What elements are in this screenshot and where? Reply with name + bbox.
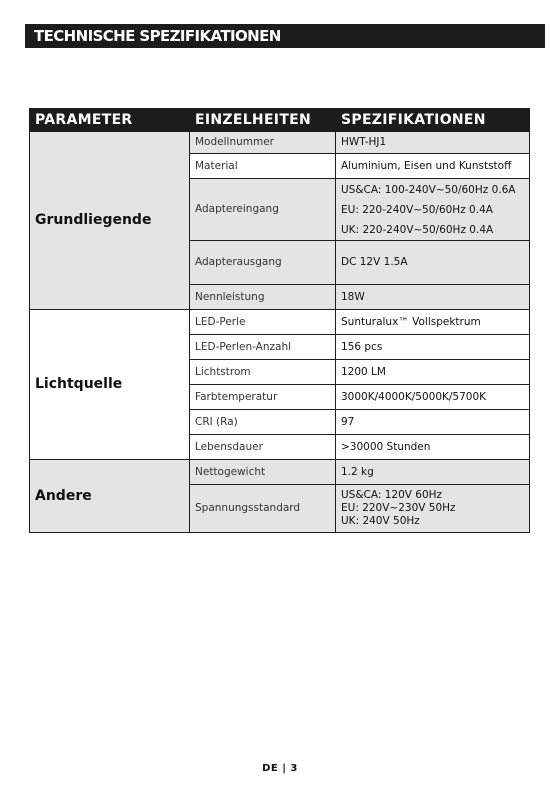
spec-table	[29, 108, 530, 533]
spec-cell: DC 12V 1.5A	[336, 241, 530, 285]
table-row	[30, 310, 530, 335]
footer-lang: DE	[262, 763, 279, 774]
spec-cell: 1200 LM	[336, 360, 530, 385]
table-header-row	[30, 109, 530, 132]
spec-cell: Sunturalux™ Vollspektrum	[336, 310, 530, 335]
group-basic: Grundliegende	[30, 132, 190, 310]
spec-line: US&CA: 100-240V~50/60Hz 0.6A	[341, 183, 516, 196]
spec-line: EU: 220-240V~50/60Hz 0.4A	[341, 203, 493, 216]
group-other: Andere	[30, 460, 190, 533]
spec-line: US&CA: 120V 60Hz	[341, 489, 443, 501]
detail-cell: Lebensdauer	[190, 435, 336, 460]
spec-cell: 156 pcs	[336, 335, 530, 360]
spec-cell	[336, 179, 530, 241]
detail-cell: Lichtstrom	[190, 360, 336, 385]
detail-cell: Nettogewicht	[190, 460, 336, 485]
detail-cell: Farbtemperatur	[190, 385, 336, 410]
detail-cell: LED-Perlen-Anzahl	[190, 335, 336, 360]
spec-cell	[336, 485, 530, 533]
group-light: Lichtquelle	[30, 310, 190, 460]
spec-cell: 3000K/4000K/5000K/5700K	[336, 385, 530, 410]
detail-cell: CRI (Ra)	[190, 410, 336, 435]
table-row	[30, 132, 530, 154]
detail-cell: Nennleistung	[190, 285, 336, 310]
spec-cell: HWT-HJ1	[336, 132, 530, 154]
spec-cell: >30000 Stunden	[336, 435, 530, 460]
detail-cell: Adaptereingang	[190, 179, 336, 241]
detail-cell: LED-Perle	[190, 310, 336, 335]
detail-cell: Spannungsstandard	[190, 485, 336, 533]
detail-cell: Modellnummer	[190, 132, 336, 154]
page-number	[0, 763, 560, 774]
detail-cell: Material	[190, 154, 336, 179]
spec-line: UK: 240V 50Hz	[341, 515, 420, 527]
page-title: TECHNISCHE SPEZIFIKATIONEN	[25, 24, 545, 48]
header-details: EINZELHEITEN	[190, 109, 336, 132]
spec-line: UK: 220-240V~50/60Hz 0.4A	[341, 223, 494, 236]
spec-cell: 97	[336, 410, 530, 435]
spec-cell: 1.2 kg	[336, 460, 530, 485]
detail-cell: Adapterausgang	[190, 241, 336, 285]
spec-cell: 18W	[336, 285, 530, 310]
footer-separator: |	[282, 763, 287, 774]
spec-cell: Aluminium, Eisen und Kunststoff	[336, 154, 530, 179]
header-specs: SPEZIFIKATIONEN	[336, 109, 530, 132]
spec-line: EU: 220V~230V 50Hz	[341, 502, 456, 514]
footer-page: 3	[290, 763, 298, 774]
header-parameter: PARAMETER	[30, 109, 190, 132]
table-row	[30, 460, 530, 485]
